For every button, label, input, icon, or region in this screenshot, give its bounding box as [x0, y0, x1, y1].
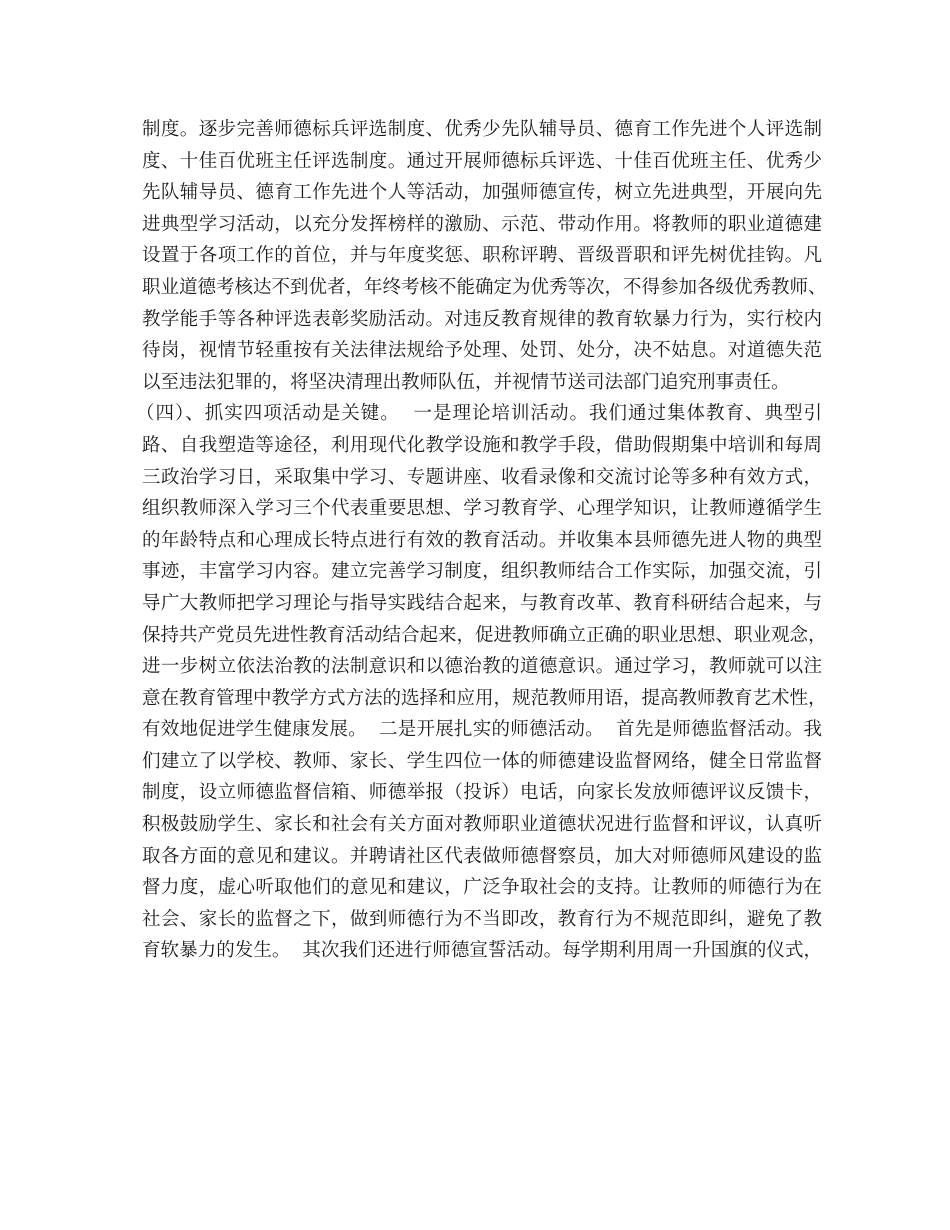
text-line: 取各方面的意见和建议。并聘请社区代表做师德督察员，加大对师德师风建设的监 — [142, 845, 822, 867]
text-line: 制度。逐步完善师德标兵评选制度、优秀少先队辅导员、德育工作先进个人评选制 — [142, 119, 822, 140]
text-line: 督力度，虚心听取他们的意见和建议，广泛争取社会的支持。让教师的师德行为在 — [142, 877, 822, 899]
text-line: 导广大教师把学习理论与指导实践结合起来，与教育改革、教育科研结合起来，与 — [142, 592, 822, 614]
text-line: 教学能手等各种评选表彰奖励活动。对违反教育规律的教育软暴力行为，实行校内 — [142, 308, 822, 330]
text-line: 进一步树立依法治教的法制意识和以德治教的道德意识。通过学习，教师就可以注 — [142, 656, 822, 678]
text-line: 保持共产党员先进性教育活动结合起来，促进教师确立正确的职业思想、职业观念， — [142, 624, 827, 646]
body-text — [136, 114, 827, 967]
text-line: 制度，设立师德监督信箱、师德举报（投诉）电话，向家长发放师德评议反馈卡， — [142, 782, 822, 804]
text-line: 组织教师深入学习三个代表重要思想、学习教育学、心理学知识，让教师遵循学生 — [142, 498, 822, 520]
text-line: 进典型学习活动，以充分发挥榜样的激励、示范、带动作用。将教师的职业道德建 — [142, 213, 822, 235]
text-line: 有效地促进学生健康发展。 二是开展扎实的师德活动。 首先是师德监督活动。我 — [142, 719, 822, 741]
text-line: 们建立了以学校、教师、家长、学生四位一体的师德建设监督网络，健全日常监督 — [142, 750, 822, 772]
text-line: 的年龄特点和心理成长特点进行有效的教育活动。并收集本县师德先进人物的典型 — [142, 529, 822, 551]
section-heading-line: （四）、抓实四项活动是关键。 一是理论培训活动。我们通过集体教育、典型引 — [136, 403, 822, 425]
text-line: 路、自我塑造等途径，利用现代化教学设施和教学手段，借助假期集中培训和每周 — [142, 434, 822, 456]
text-line: 待岗，视情节轻重按有关法律法规给予处理、处罚、处分，决不姑息。对道德失范 — [142, 340, 822, 362]
text-line: 以至违法犯罪的，将坚决清理出教师队伍，并视情节送司法部门追究刑事责任。 — [142, 371, 790, 393]
text-line: 职业道德考核达不到优者，年终考核不能确定为优秀等次，不得参加各级优秀教师、 — [142, 276, 827, 298]
text-line: 意在教育管理中教学方式方法的选择和应用，规范教师用语，提高教师教育艺术性， — [142, 687, 827, 709]
text-line: 三政治学习日，采取集中学习、专题讲座、收看录像和交流讨论等多种有效方式， — [142, 466, 822, 488]
text-line: 社会、家长的监督之下，做到师德行为不当即改，教育行为不规范即纠，避免了教 — [142, 908, 822, 930]
text-line: 育软暴力的发生。 其次我们还进行师德宣誓活动。每学期利用周一升国旗的仪式， — [142, 940, 822, 962]
text-line: 度、十佳百优班主任评选制度。通过开展师德标兵评选、十佳百优班主任、优秀少 — [142, 150, 822, 172]
text-line: 积极鼓励学生、家长和社会有关方面对教师职业道德状况进行监督和评议，认真听 — [142, 814, 822, 836]
text-line: 事迹，丰富学习内容。建立完善学习制度，组织教师结合工作实际，加强交流，引 — [142, 561, 822, 583]
text-line: 设置于各项工作的首位，并与年度奖惩、职称评聘、晋级晋职和评先树优挂钩。凡 — [142, 245, 822, 267]
text-line: 先队辅导员、德育工作先进个人等活动，加强师德宣传，树立先进典型，开展向先 — [142, 182, 822, 204]
